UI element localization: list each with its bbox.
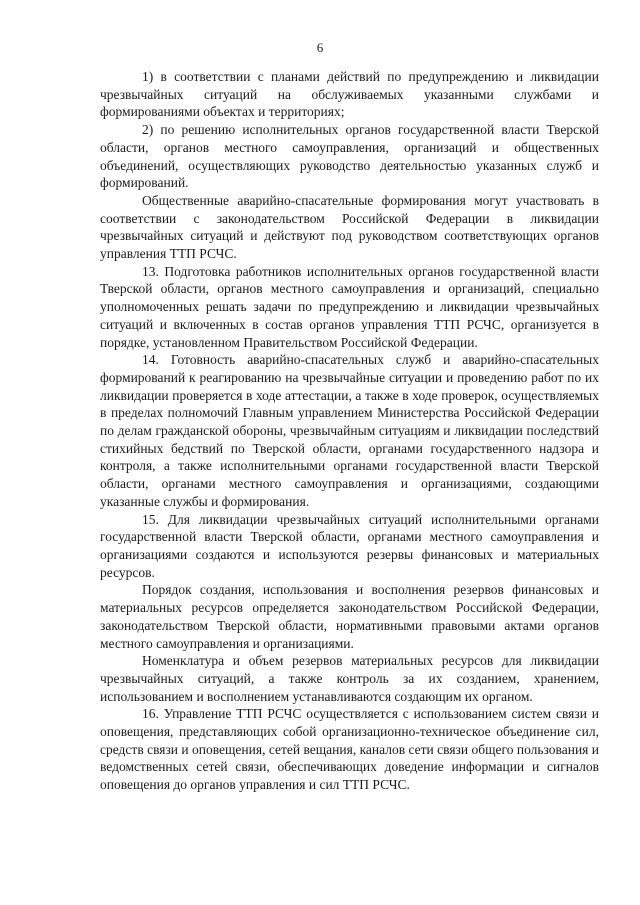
paragraph-public-rescue-units: Общественные аварийно-спасательные формирования могут участвовать в соответствии с законодательством Российской Федерации в ликвидации чрезвычайных ситуаций и действуют под руководством соответствующих органов управления ТТП РСЧС. xyxy=(100,192,599,262)
paragraph-reserves-procedure: Порядок создания, использования и восполнения резервов финансовых и материальных ресурсов определяется законодательством Российской Федерации, законодательством Тверской области, нормативными правовыми актами органов местного самоуправления и организациями. xyxy=(100,582,599,651)
paragraph-reserves-nomenclature: Номенклатура и объем резервов материальных ресурсов для ликвидации чрезвычайных ситуаций, а также контроль за их созданием, хранением, использованием и восполнением устанавливаются создающим их органом. xyxy=(100,653,599,704)
paragraph-section-15: 15. Для ликвидации чрезвычайных ситуаций исполнительными органами государственной власти Тверской области, органами местного самоуправления и организациями создаются и используются резервы финансовых и материальных ресурсов. xyxy=(100,511,599,580)
document-body xyxy=(100,68,599,794)
paragraph-section-13: 13. Подготовка работников исполнительных органов государственной власти Тверской области, органов местного самоуправления и организаций, специально уполномоченных решать задачи по предупреждению и ликвидации чрезвычайных ситуаций и включенных в состав органов управления ТТП РСЧС, организуется в порядке, установленном Правительством Российской Федерации. xyxy=(100,263,599,350)
paragraph-section-14: 14. Готовность аварийно-спасательных служб и аварийно-спасательных формирований к реагированию на чрезвычайные ситуации и проведению работ по их ликвидации проверяется в ходе аттестации, а также в ходе проверок, осуществляемых в пределах полномочий Главным управлением Министерства Российской Федерации по делам гражданской обороны, чрезвычайным ситуациям и ликвидации последствий стихийных бедствий по Тверской области, органами государственного надзора и контроля, а также исполнительными органами государственной власти Тверской области, органами местного самоуправления и организациями, создающими указанные службы и формирования. xyxy=(100,352,599,509)
page-number: 6 xyxy=(316,40,324,55)
paragraph-section-16: 16. Управление ТТП РСЧС осуществляется с использованием систем связи и оповещения, представляющих собой организационно-техническое объединение сил, средств связи и оповещения, сетей вещания, каналов сети связи общего пользования и ведомственных сетей связи, обеспечивающих доведение информации и сигналов оповещения до органов управления и сил ТТП РСЧС. xyxy=(100,706,599,793)
paragraph-plan-based-actions: 1) в соответствии с планами действий по предупреждению и ликвидации чрезвычайных ситуаций на обслуживаемых указанными службами и формированиями объектах и территориях; xyxy=(100,69,599,120)
paragraph-decision-of-authorities: 2) по решению исполнительных органов государственной власти Тверской области, органов местного самоуправления, организаций и общественных объединений, осуществляющих руководство деятельностью указанных служб и формирований. xyxy=(100,122,599,191)
